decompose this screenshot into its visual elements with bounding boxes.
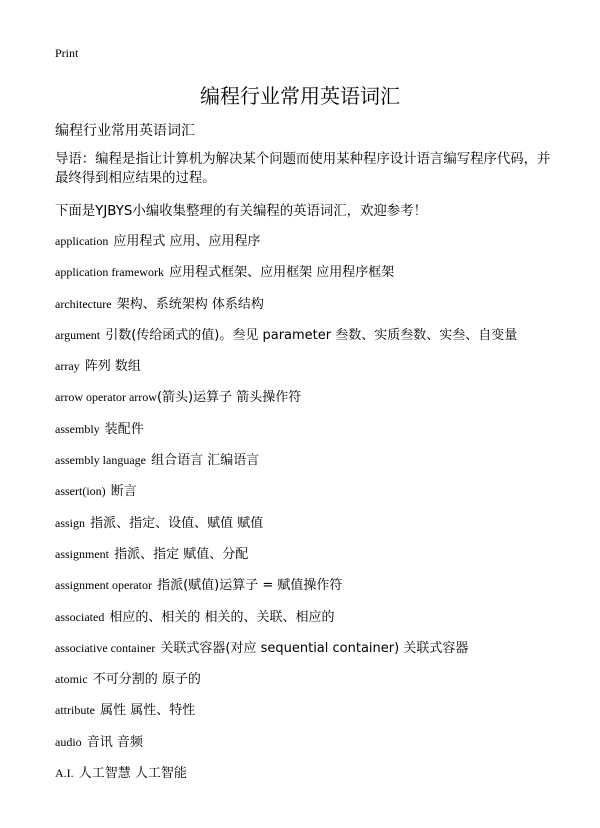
vocab-definition: 指派、指定、设值、赋值 赋值: [90, 515, 264, 531]
vocab-term: application framework: [55, 265, 164, 280]
vocab-definition: 相应的、相关的 相关的、关联、相应的: [109, 609, 335, 625]
vocab-term: assembly: [55, 421, 100, 436]
vocab-term: audio: [55, 734, 82, 749]
vocab-term: array: [55, 359, 80, 374]
vocab-entry: [55, 418, 575, 449]
vocab-entry: [55, 637, 575, 668]
vocab-term: assembly language: [55, 453, 146, 468]
vocab-term: application: [55, 234, 109, 248]
vocab-term: assignment operator: [55, 578, 152, 593]
vocab-term: assert(ion): [55, 484, 106, 499]
article-subtitle: 编程行业常用英语词汇: [55, 123, 195, 139]
vocab-entry: [55, 731, 575, 762]
vocab-entry: [55, 512, 575, 543]
vocab-entry: [55, 355, 575, 386]
vocab-definition: 指派(赋值)运算子 = 赋值操作符: [157, 578, 343, 594]
vocab-entry: [55, 293, 575, 324]
vocab-definition: 组合语言 汇编语言: [151, 453, 260, 469]
vocab-term: architecture: [55, 296, 112, 311]
vocab-entry: [55, 230, 575, 261]
vocab-entry: [55, 324, 575, 355]
vocab-definition: 应用程式 应用、应用程序: [113, 234, 261, 249]
vocab-definition: 关联式容器(对应 sequential container) 关联式容器: [160, 640, 469, 656]
vocab-entry: [55, 606, 575, 637]
vocab-definition: 人工智慧 人工智能: [78, 766, 187, 782]
vocab-definition: 装配件: [104, 421, 144, 437]
vocab-entry: [55, 261, 575, 292]
vocab-entry: [55, 449, 575, 480]
vocab-definition: 指派、指定 赋值、分配: [114, 546, 249, 562]
vocab-definition: 应用程式框架、应用框架 应用程序框架: [169, 265, 395, 281]
page-title: 编程行业常用英语词汇: [200, 84, 400, 108]
vocab-term: argument: [55, 327, 101, 342]
vocab-definition: 架构、系统架构 体系结构: [116, 296, 264, 312]
vocab-term: arrow operator arrow: [55, 390, 157, 405]
vocab-entry: [55, 480, 575, 511]
vocab-entry: [55, 386, 575, 417]
vocab-entry: [55, 699, 575, 730]
vocab-entry: [55, 543, 575, 574]
vocab-term: associated: [55, 609, 105, 624]
vocab-definition: 引数(传给函式的值)。叁见 parameter 叁数、实质叁数、实叁、自变量: [105, 327, 518, 343]
vocab-definition: 音讯 音频: [86, 734, 143, 750]
vocab-definition: 属性 属性、特性: [100, 703, 196, 719]
vocabulary-list: [55, 230, 575, 793]
vocab-entry: [55, 574, 575, 605]
vocab-term: associative container: [55, 640, 156, 655]
vocab-definition: 断言: [110, 484, 137, 500]
vocab-term: assignment: [55, 546, 109, 561]
lead-paragraph: 下面是YJBYS小编收集整理的有关编程的英语词汇，欢迎参考！: [55, 204, 428, 219]
vocab-definition: (箭头)运算子 箭头操作符: [156, 390, 302, 406]
vocab-definition: 阵列 数组: [84, 359, 141, 375]
vocab-term: assign: [55, 515, 85, 530]
intro-paragraph: 导语：编程是指让计算机为解决某个问题而使用某种程序设计语言编写程序代码，并最终得到相应结果的过程。: [55, 152, 551, 186]
vocab-entry: [55, 668, 575, 699]
vocab-term: atomic: [55, 672, 88, 687]
vocab-term: A.I.: [55, 766, 74, 781]
vocab-term: attribute: [55, 703, 95, 718]
print-label: Print: [55, 46, 79, 60]
vocab-entry: [55, 762, 575, 793]
vocab-definition: 不可分割的 原子的: [92, 672, 201, 688]
